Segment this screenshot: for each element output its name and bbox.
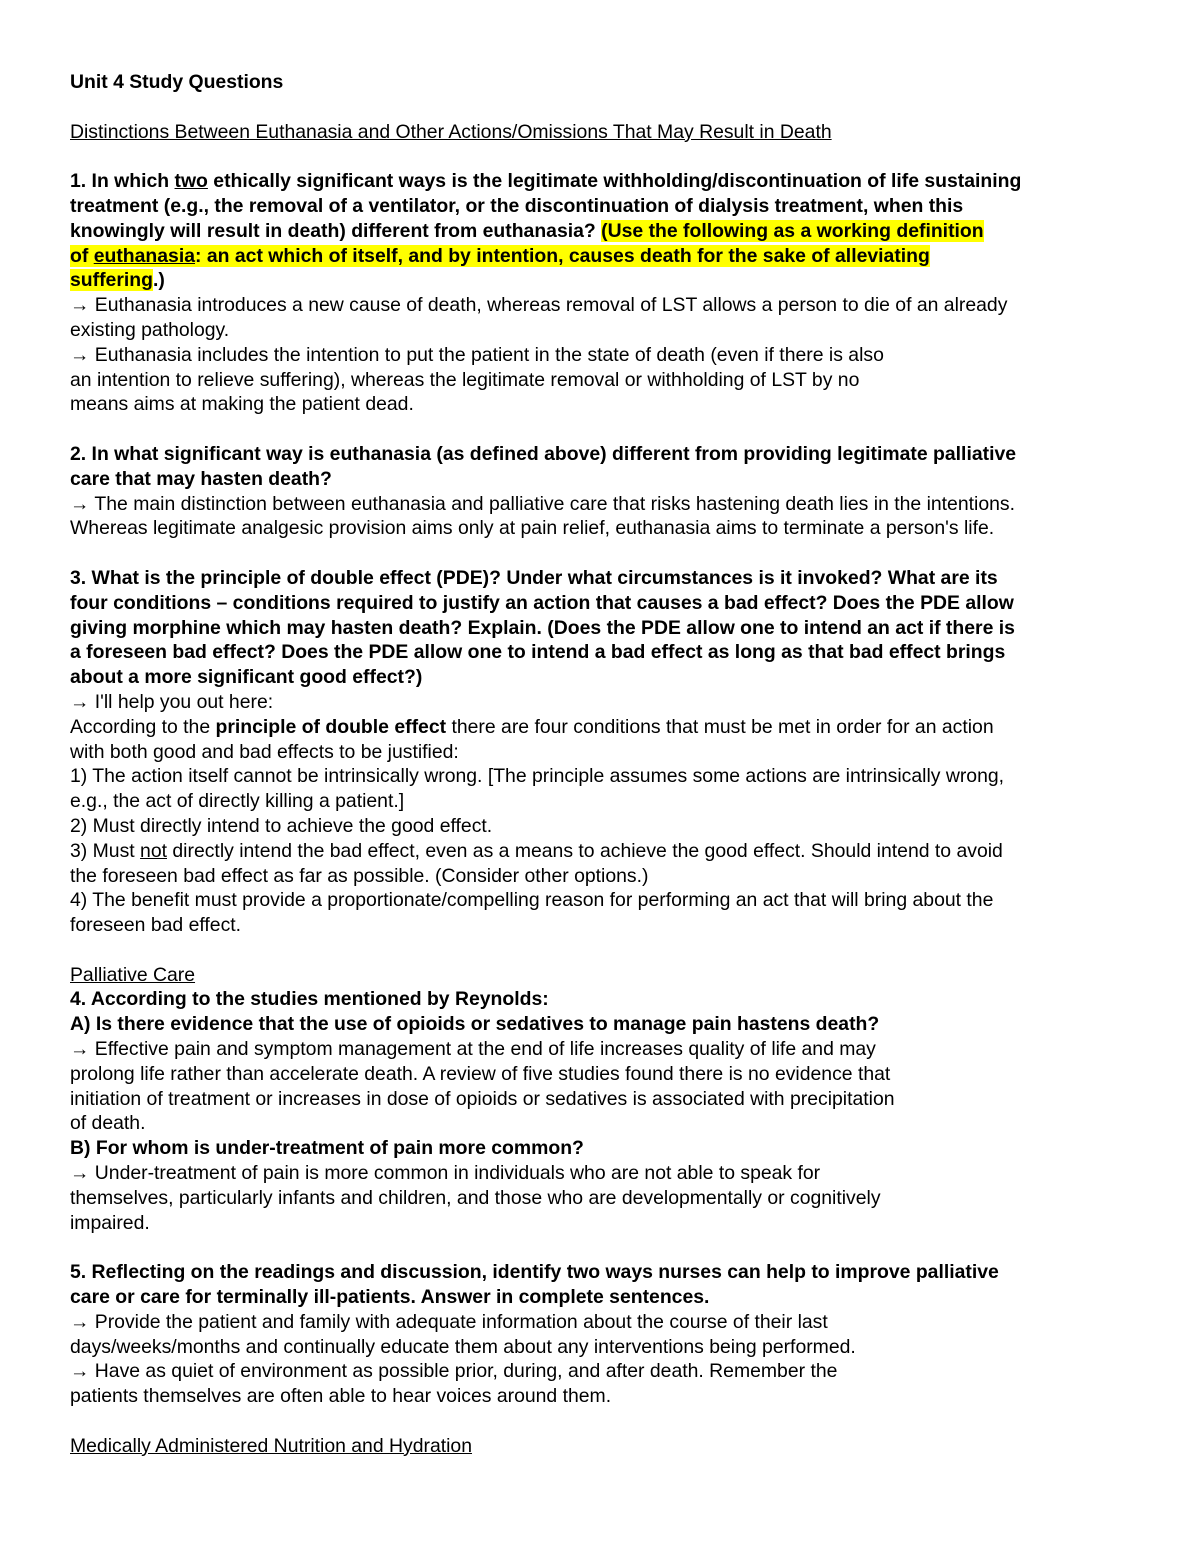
text-line: giving morphine which may hasten death? Explain. (Does the PDE allow one to intend an act if there is bbox=[70, 616, 1015, 639]
section-heading-nutrition: Medically Administered Nutrition and Hydration bbox=[70, 1434, 473, 1457]
text-line: initiation of treatment or increases in dose of opioids or sedatives is associated with precipitation bbox=[70, 1087, 895, 1110]
text-line: existing pathology. bbox=[70, 318, 230, 341]
text-line: 2. In what significant way is euthanasia (as defined above) different from providing legitimate palliative bbox=[70, 442, 1017, 465]
text-line: 2) Must directly intend to achieve the good effect. bbox=[70, 814, 493, 837]
text-line: care that may hasten death? bbox=[70, 467, 332, 490]
text-line: treatment (e.g., the removal of a ventilator, or the discontinuation of dialysis treatment, when this bbox=[70, 194, 964, 217]
text-line: → Provide the patient and family with adequate information about the course of their last bbox=[70, 1310, 828, 1333]
section-heading-distinctions: Distinctions Between Euthanasia and Other Actions/Omissions That May Result in Death bbox=[70, 120, 832, 143]
text-line: 4. According to the studies mentioned by Reynolds: bbox=[70, 988, 549, 1011]
text-line: days/weeks/months and continually educate them about any interventions being performed. bbox=[70, 1335, 856, 1358]
text-line: suffering.) bbox=[70, 269, 165, 292]
text-line: 4) The benefit must provide a proportionate/compelling reason for performing an act that will bring about the bbox=[70, 889, 994, 912]
question-3 bbox=[70, 566, 1130, 690]
text-line: → Have as quiet of environment as possible prior, during, and after death. Remember the bbox=[70, 1360, 838, 1383]
question-1 bbox=[70, 169, 1130, 293]
answer-5 bbox=[70, 1310, 1130, 1409]
text-line: e.g., the act of directly killing a patient.] bbox=[70, 790, 405, 813]
text-line: care or care for terminally ill-patients. Answer in complete sentences. bbox=[70, 1286, 710, 1309]
text-line: 1) The action itself cannot be intrinsically wrong. [The principle assumes some actions are intrinsically wrong, bbox=[70, 765, 1005, 788]
text-line: themselves, particularly infants and children, and those who are developmentally or cognitively bbox=[70, 1186, 881, 1209]
question-4 bbox=[70, 987, 1130, 1037]
text-line: → Under-treatment of pain is more common in individuals who are not able to speak for bbox=[70, 1162, 821, 1185]
text-line: 3) Must not directly intend the bad effect, even as a means to achieve the good effect. Should intend to avoid bbox=[70, 839, 1003, 862]
section-heading-palliative: Palliative Care bbox=[70, 963, 196, 986]
text-line: of death. bbox=[70, 1112, 146, 1135]
answer-3 bbox=[70, 690, 1130, 938]
text-line: → Euthanasia introduces a new cause of death, whereas removal of LST allows a person to die of an already bbox=[70, 294, 1008, 317]
text-line: of euthanasia: an act which of itself, and by intention, causes death for the sake of alleviating bbox=[70, 244, 930, 267]
answer-4a bbox=[70, 1037, 1130, 1136]
text-line: about a more significant good effect?) bbox=[70, 666, 423, 689]
question-4b: B) For whom is under-treatment of pain more common? bbox=[70, 1137, 584, 1160]
text-line: According to the principle of double effect there are four conditions that must be met in order for an action bbox=[70, 715, 994, 738]
text-line: an intention to relieve suffering), whereas the legitimate removal or withholding of LST by no bbox=[70, 368, 860, 391]
text-line: 5. Reflecting on the readings and discussion, identify two ways nurses can help to improve palliative bbox=[70, 1261, 999, 1284]
text-line: a foreseen bad effect? Does the PDE allow one to intend a bad effect as long as that bad effect brings bbox=[70, 641, 1006, 664]
text-line: → Effective pain and symptom management at the end of life increases quality of life and may bbox=[70, 1038, 876, 1061]
text-line: patients themselves are often able to hear voices around them. bbox=[70, 1385, 612, 1408]
text-line: A) Is there evidence that the use of opioids or sedatives to manage pain hastens death? bbox=[70, 1013, 880, 1036]
text-line: → I'll help you out here: bbox=[70, 690, 274, 713]
text-line: prolong life rather than accelerate death. A review of five studies found there is no evidence that bbox=[70, 1062, 891, 1085]
answer-1 bbox=[70, 293, 1130, 417]
document-title: Unit 4 Study Questions bbox=[70, 71, 284, 93]
text-line: with both good and bad effects to be justified: bbox=[70, 740, 459, 763]
text-line: knowingly will result in death) different from euthanasia? (Use the following as a working definition bbox=[70, 219, 984, 242]
text-line: Whereas legitimate analgesic provision aims only at pain relief, euthanasia aims to terminate a person's life. bbox=[70, 517, 995, 540]
answer-4b bbox=[70, 1161, 1130, 1235]
question-2 bbox=[70, 442, 1130, 492]
text-line: means aims at making the patient dead. bbox=[70, 393, 414, 416]
text-line: → The main distinction between euthanasia and palliative care that risks hastening death lies in the intentions. bbox=[70, 492, 1015, 515]
question-5 bbox=[70, 1260, 1130, 1310]
text-line: 1. In which two ethically significant ways is the legitimate withholding/discontinuation of life sustaining bbox=[70, 170, 1022, 193]
text-line: the foreseen bad effect as far as possible. (Consider other options.) bbox=[70, 864, 649, 887]
highlighted-definition: (Use the following as a working definition bbox=[601, 219, 984, 242]
text-line: foreseen bad effect. bbox=[70, 914, 242, 937]
text-line: → Euthanasia includes the intention to put the patient in the state of death (even if there is also bbox=[70, 343, 884, 366]
text-line: impaired. bbox=[70, 1211, 150, 1234]
text-line: four conditions – conditions required to justify an action that causes a bad effect? Does the PDE allow bbox=[70, 591, 1014, 614]
answer-2 bbox=[70, 492, 1130, 542]
text-line: 3. What is the principle of double effect (PDE)? Under what circumstances is it invoked? What are its bbox=[70, 566, 998, 589]
